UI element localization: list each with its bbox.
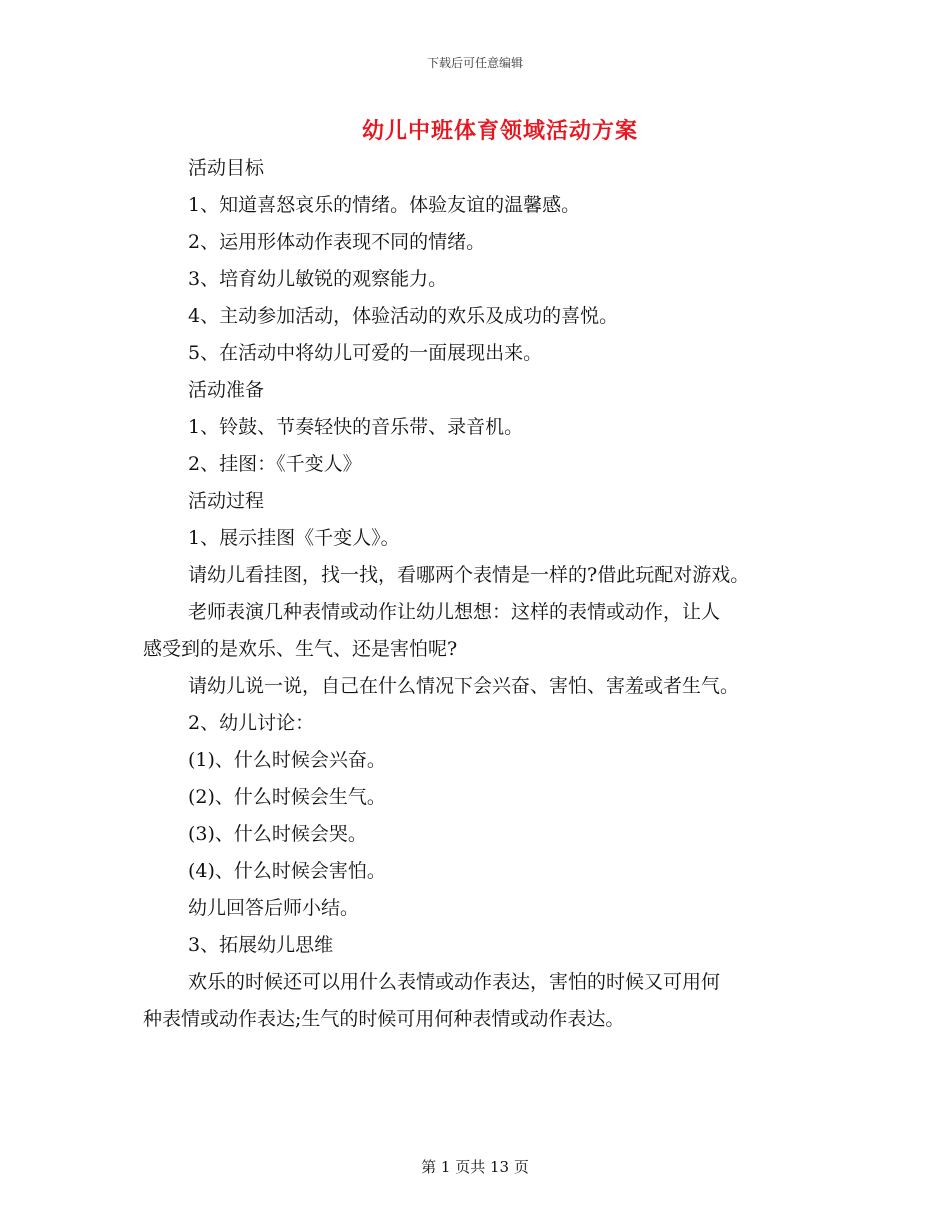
paragraph: 3、培育幼儿敏锐的观察能力。 bbox=[188, 268, 448, 290]
page-number-footer: 第 1 页共 13 页 bbox=[421, 1158, 529, 1176]
paragraph: 2、幼儿讨论： bbox=[188, 712, 315, 734]
paragraph: 请幼儿说一说，自己在什么情况下会兴奋、害怕、害羞或者生气。 bbox=[188, 675, 740, 697]
paragraph: 4、主动参加活动，体验活动的欢乐及成功的喜悦。 bbox=[188, 305, 619, 327]
paragraph: 老师表演几种表情或动作让幼儿想想：这样的表情或动作，让人 bbox=[188, 601, 721, 623]
paragraph: 3、拓展幼儿思维 bbox=[188, 934, 334, 956]
paragraph: 1、展示挂图《千变人》。 bbox=[188, 527, 400, 549]
paragraph: 5、在活动中将幼儿可爱的一面展现出来。 bbox=[188, 342, 543, 364]
paragraph-continuation: 感受到的是欢乐、生气、还是害怕呢? bbox=[143, 638, 458, 660]
paragraph: 请幼儿看挂图，找一找，看哪两个表情是一样的?借此玩配对游戏。 bbox=[188, 564, 750, 586]
list-item: (1)、什么时候会兴奋。 bbox=[188, 749, 386, 771]
paragraph: 1、知道喜怒哀乐的情绪。体验友谊的温馨感。 bbox=[188, 194, 581, 216]
header-note: 下载后可任意编辑 bbox=[426, 56, 523, 70]
paragraph: 幼儿回答后师小结。 bbox=[188, 897, 360, 919]
list-item: (3)、什么时候会哭。 bbox=[188, 823, 367, 845]
document-body bbox=[143, 150, 823, 1038]
section-heading-goals: 活动目标 bbox=[188, 157, 265, 179]
paragraph: 2、运用形体动作表现不同的情绪。 bbox=[188, 231, 486, 253]
list-item: (4)、什么时候会害怕。 bbox=[188, 860, 386, 882]
list-item: (2)、什么时候会生气。 bbox=[188, 786, 386, 808]
section-heading-preparation: 活动准备 bbox=[188, 379, 265, 401]
paragraph-continuation: 种表情或动作表达;生气的时候可用何种表情或动作表达。 bbox=[143, 1008, 625, 1030]
paragraph: 2、挂图：《千变人》 bbox=[188, 453, 362, 475]
section-heading-process: 活动过程 bbox=[188, 490, 265, 512]
paragraph: 1、铃鼓、节奏轻快的音乐带、录音机。 bbox=[188, 416, 524, 438]
document-title: 幼儿中班体育领域活动方案 bbox=[361, 118, 638, 144]
paragraph: 欢乐的时候还可以用什么表情或动作表达，害怕的时候又可用何 bbox=[188, 971, 721, 993]
